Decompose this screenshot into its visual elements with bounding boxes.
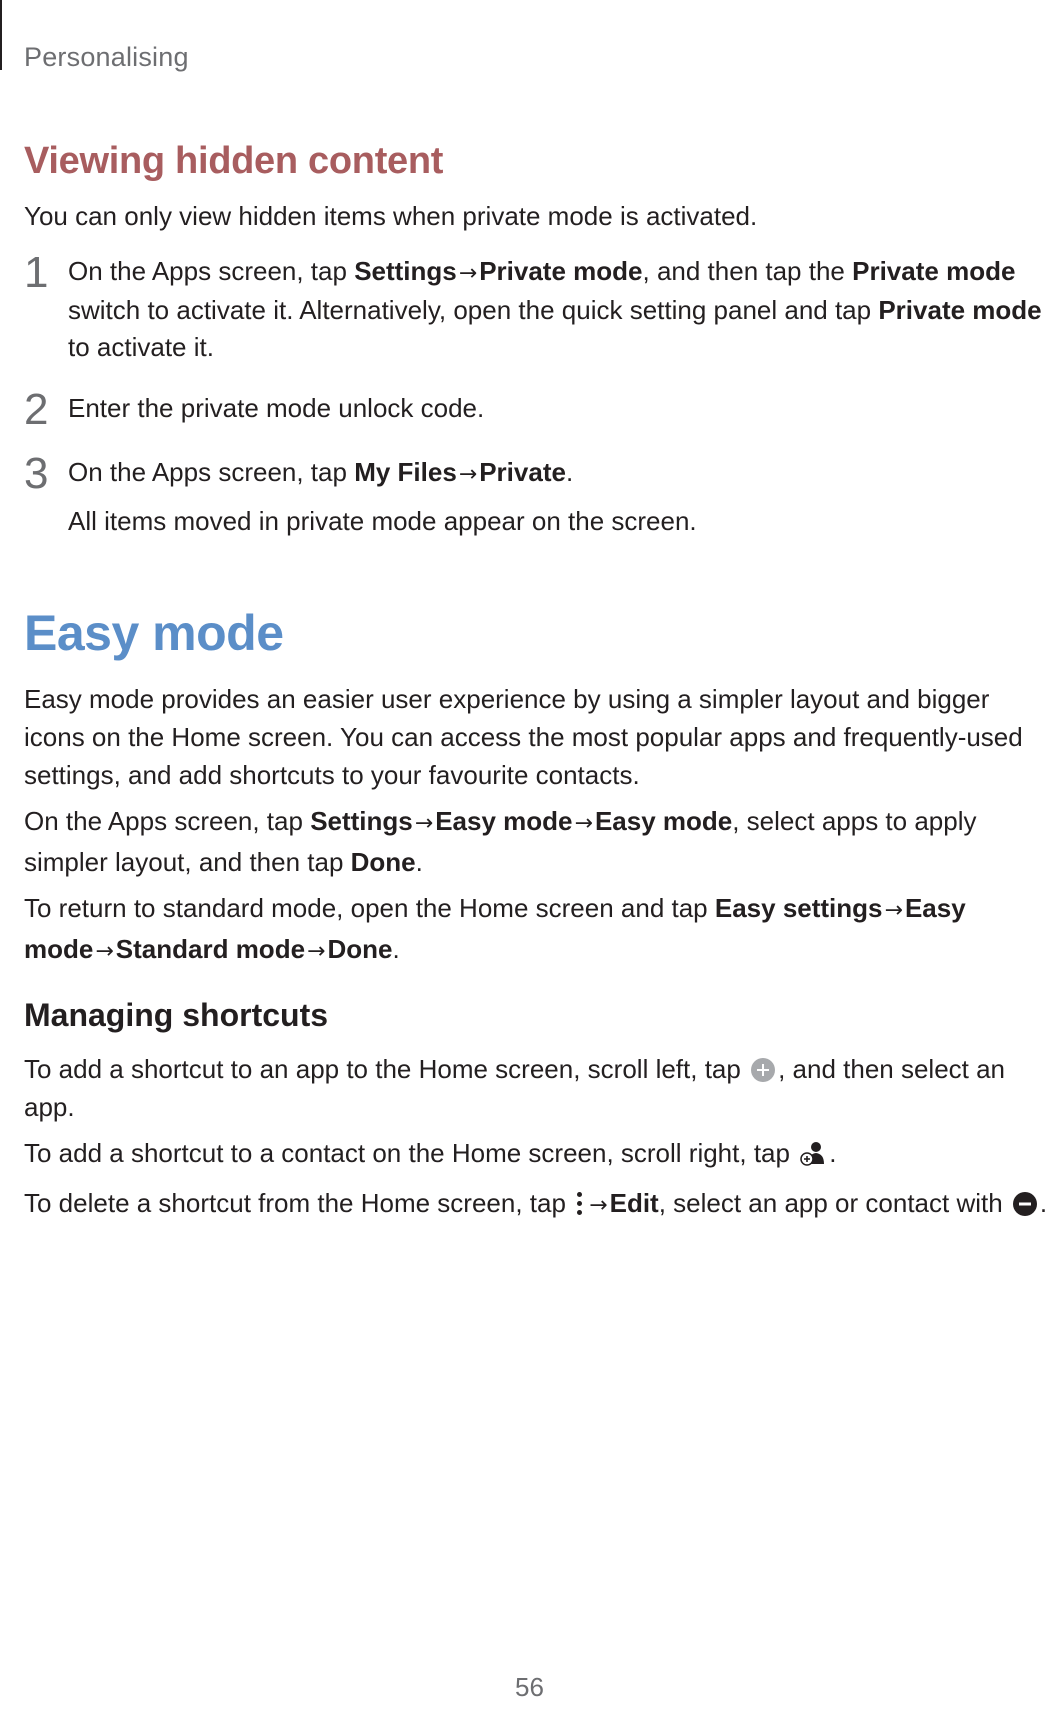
easy-mode-enable-instructions [24, 802, 1056, 881]
arrow-icon: → [458, 261, 478, 286]
arrow-icon: → [95, 939, 114, 964]
page-number: 56 [515, 1672, 544, 1702]
shortcut-delete [24, 1184, 1056, 1225]
text-part: On the Apps screen, tap [24, 806, 311, 836]
ui-term-easy-mode: Easy mode [435, 806, 573, 836]
step-1 [24, 248, 1056, 366]
ui-term-done: Done [350, 847, 416, 877]
hidden-content-steps [24, 248, 1056, 540]
easy-mode-description: Easy mode provides an easier user experience by using a simpler layout and bigger icons on the Home screen. You can access the most popular apps and frequently-used settings, and add shortcuts to your favourite contacts. [24, 684, 1023, 790]
step-text [68, 253, 1056, 366]
ui-term-easy-mode: Easy mode [24, 893, 966, 964]
step-number: 2 [24, 385, 49, 434]
text-part: . [415, 847, 423, 877]
ui-term-settings: Settings [310, 806, 413, 836]
step-2 [24, 385, 1056, 434]
text-part: . [1039, 1188, 1048, 1218]
step-text-part: switch to activate it. Alternatively, open the quick setting panel and tap [68, 295, 879, 325]
text-part: . [392, 934, 400, 964]
page-edge-line [0, 0, 2, 70]
step-number: 1 [24, 248, 49, 297]
step-sub-text: All items moved in private mode appear on the screen. [68, 506, 697, 536]
step-text-part: , and then tap the [642, 256, 853, 286]
page-content [24, 140, 1056, 1233]
text-part: To delete a shortcut from the Home screen, tap [24, 1188, 574, 1218]
arrow-icon: → [307, 939, 326, 964]
arrow-icon: → [589, 1193, 608, 1218]
text-part: , and then select an app. [24, 1054, 1006, 1122]
step-text: Enter the private mode unlock code. [68, 393, 485, 423]
ui-term-easy-mode: Easy mode [594, 806, 733, 836]
step-3 [24, 449, 1056, 540]
easy-mode-return-instructions [24, 889, 1056, 971]
ui-term-private-mode: Private mode [852, 256, 1016, 286]
text-part: To return to standard mode, open the Home screen and tap [24, 893, 715, 923]
step-text-part: to activate it. [68, 332, 214, 362]
arrow-icon: → [574, 811, 593, 836]
hidden-content-intro: You can only view hidden items when private mode is activated. [24, 201, 758, 231]
step-text-part: On the Apps screen, tap [68, 457, 355, 487]
arrow-icon: → [414, 811, 434, 836]
ui-term-standard-mode: Standard mode [115, 934, 306, 964]
ui-term-private: Private [479, 457, 566, 487]
shortcut-add-app [24, 1050, 1056, 1126]
step-text [68, 454, 1056, 540]
text-part: , select apps to apply simpler layout, and then tap [24, 806, 977, 877]
ui-term-private-mode: Private mode [479, 256, 643, 286]
ui-term-private-mode: Private mode [878, 295, 1042, 325]
remove-circle-icon [1013, 1192, 1037, 1216]
subsection-title-managing-shortcuts: Managing shortcuts [24, 997, 329, 1033]
text-part: , select an app or contact with [658, 1188, 1010, 1218]
ui-term-my-files: My Files [354, 457, 457, 487]
ui-term-settings: Settings [354, 256, 457, 286]
running-header: Personalising [24, 42, 189, 72]
add-contact-icon [800, 1138, 826, 1176]
text-part: To add a shortcut to a contact on the Home screen, scroll right, tap [24, 1138, 798, 1168]
text-part: To add a shortcut to an app to the Home screen, scroll left, tap [24, 1054, 749, 1084]
section-spacer [24, 564, 1056, 604]
shortcut-add-contact [24, 1134, 1056, 1176]
arrow-icon: → [884, 898, 903, 923]
arrow-icon: → [458, 462, 478, 487]
step-number: 3 [24, 449, 49, 498]
step-text-part: On the Apps screen, tap [68, 256, 355, 286]
text-part: . [829, 1138, 837, 1168]
more-options-icon [576, 1191, 584, 1217]
section-title-easy-mode: Easy mode [24, 605, 284, 661]
section-spacer [24, 979, 1056, 997]
add-circle-icon [751, 1058, 775, 1082]
step-text-part: . [565, 457, 574, 487]
ui-term-easy-settings: Easy settings [714, 893, 883, 923]
section-title-hidden-content: Viewing hidden content [24, 140, 444, 182]
ui-term-done: Done [327, 934, 393, 964]
ui-term-edit: Edit [609, 1188, 659, 1218]
